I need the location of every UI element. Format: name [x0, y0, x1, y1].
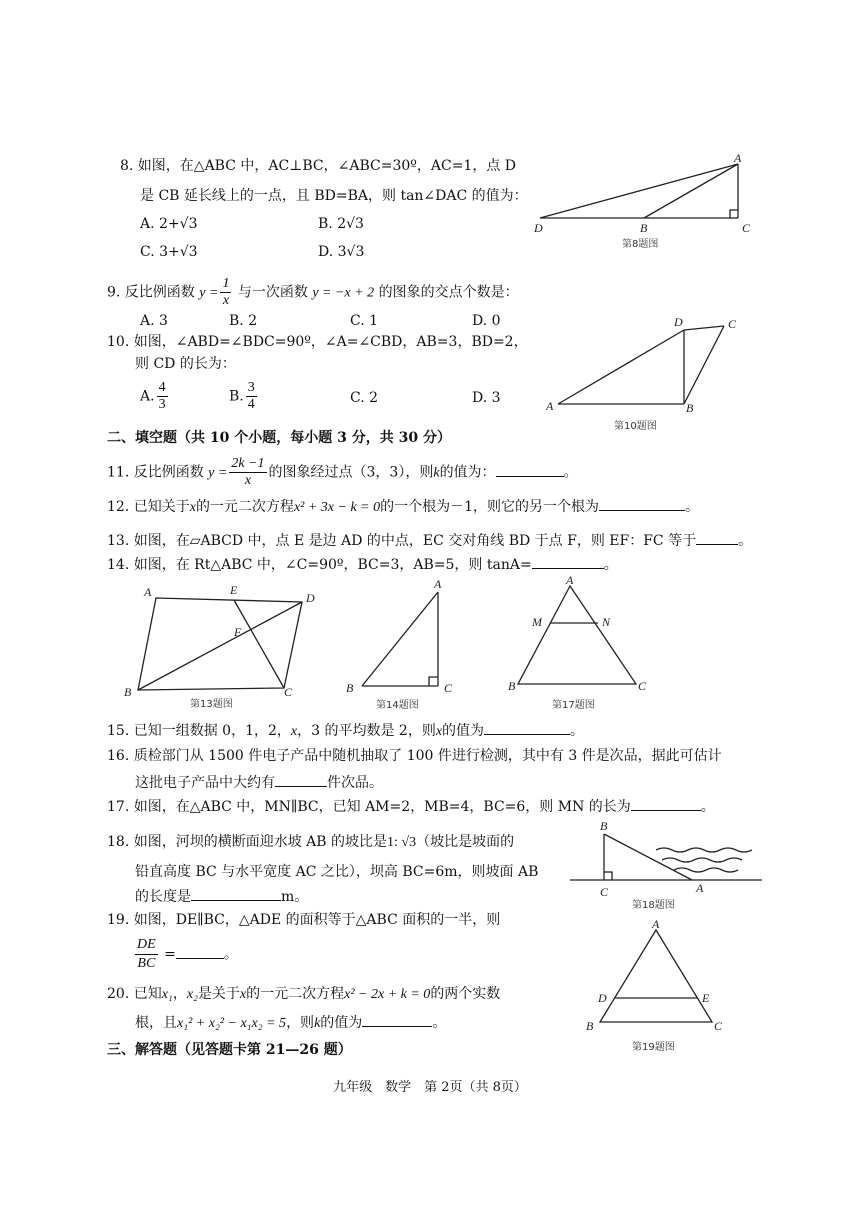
q12-end: 。 — [685, 499, 700, 515]
q10-option-d: D. 3 — [472, 390, 501, 406]
q18-line3 — [135, 886, 308, 907]
q10-option-a-prefix: A. — [140, 388, 155, 405]
q20-line2-mid: ，则 — [286, 1015, 315, 1031]
q13-text: 13. 如图，在▱ABCD 中，点 E 是边 AD 的中点，EC 交对角线 BD 于点 F，则 EF：FC 等于 — [107, 533, 697, 549]
q17-line — [107, 796, 715, 817]
q10-option-a-fraction — [157, 380, 168, 413]
q20-line1-mid: 是关于 — [197, 986, 240, 1002]
q13-answer-blank[interactable] — [696, 530, 738, 545]
q12-mid: 的一元二次方程 — [195, 499, 294, 515]
q14-label-b: B — [346, 681, 354, 695]
q12-x: x — [189, 500, 196, 515]
q18-line1-pre: 18. 如图，河坝的横断面迎水坡 AB 的坡比是 — [107, 834, 388, 850]
q19-fig-caption: 第19题图 — [632, 1042, 675, 1053]
q12-equation: x² + 3x − k = 0 — [293, 500, 381, 515]
q18-line3-post: m。 — [281, 889, 309, 905]
q9-option-a: A. 3 — [140, 313, 168, 329]
q11-frac-num: 2k −1 — [231, 456, 265, 471]
q13-end: 。 — [738, 533, 753, 549]
q17-label-n: N — [602, 615, 611, 629]
q10-fig-caption: 第10题图 — [614, 421, 657, 432]
q11-post2: 的值为： — [439, 464, 496, 481]
q13-label-f: F — [234, 625, 242, 639]
q8-label-d: D — [534, 221, 543, 235]
q11-answer-blank[interactable] — [496, 462, 564, 477]
q10-line1: 10. 如图，∠ABD=∠BDC=90º，∠A=∠CBD，AB=3，BD=2， — [107, 334, 528, 350]
q10-label-b: B — [686, 401, 694, 415]
q10-line2: 则 CD 的长为： — [135, 356, 236, 372]
q20-equation1: x² − 2x + k = 0 — [344, 987, 431, 1002]
q9-y1: y = — [199, 285, 219, 301]
q10-label-d: D — [674, 315, 683, 329]
figure-q8 — [528, 148, 758, 252]
q19-label-b: B — [586, 1019, 594, 1033]
q8-label-b: B — [640, 221, 648, 235]
q12-line — [107, 496, 699, 518]
q18-label-c: C — [600, 885, 609, 899]
q17-label-m: M — [532, 615, 542, 629]
q9-pre: 9. 反比例函数 — [107, 284, 195, 301]
q10-option-b-fraction — [246, 380, 257, 413]
q13-line — [107, 530, 752, 551]
q8-option-b: B. 2√3 — [318, 216, 364, 232]
q13-label-c: C — [284, 685, 293, 699]
q9-fraction — [220, 276, 231, 309]
q20-k: k — [314, 1016, 321, 1031]
q13-fig-caption: 第13题图 — [190, 699, 233, 710]
q20-line2-pre: 根，且 — [135, 1015, 177, 1031]
q20-comma: ， — [172, 986, 187, 1002]
q20-x1: x₁ — [161, 987, 173, 1002]
q15-mid: ，3 的平均数是 2，则 — [297, 723, 436, 739]
q19-end: 。 — [223, 946, 238, 963]
q8-fig-caption: 第8题图 — [622, 239, 659, 250]
q20-x2: x₂ — [186, 987, 198, 1002]
q9-post: 的图象的交点个数是： — [378, 284, 519, 301]
q12-post: 的一个根为－1，则它的另一个根为 — [380, 499, 600, 515]
q20-line2 — [135, 1012, 446, 1034]
figure-q10 — [538, 312, 758, 434]
q19-label-d: D — [598, 991, 607, 1005]
q14-fig-caption: 第14题图 — [376, 700, 419, 711]
q19-label-a: A — [652, 917, 660, 931]
q17-answer-blank[interactable] — [631, 796, 701, 811]
q15-pre: 15. 已知一组数据 0，1，2， — [107, 723, 291, 739]
q18-line2: 铅直高度 BC 与水平宽度 AC 之比），坝高 BC=6m，则坡面 AB — [135, 864, 539, 880]
q13-label-e: E — [230, 583, 238, 597]
q11-pre: 11. 反比例函数 — [107, 464, 204, 481]
q19-line2 — [133, 936, 238, 973]
q9-option-c: C. 1 — [350, 313, 379, 329]
q15-x: x — [290, 724, 298, 739]
q16-line1: 16. 质检部门从 1500 件电子产品中随机抽取了 100 件进行检测，其中有 3 件是次品，据此可估计 — [107, 748, 722, 764]
q8-line2: 是 CB 延长线上的一点，且 BD=BA，则 tan∠DAC 的值为： — [140, 188, 528, 204]
q18-label-a: A — [696, 881, 704, 895]
q11-fraction — [229, 456, 266, 489]
q10-option-a — [140, 380, 170, 413]
q9-frac-den: x — [222, 293, 230, 308]
q11-post1: 的图象经过点（3，3），则 — [268, 464, 434, 481]
q10-option-a-num: 4 — [158, 380, 166, 395]
q18-line1-post: （坡比是坡面的 — [416, 834, 515, 850]
q19-eq: = — [164, 946, 176, 963]
q12-answer-blank[interactable] — [599, 496, 685, 511]
q16-line2-post: 件次品。 — [327, 775, 383, 791]
q10-label-a: A — [546, 399, 554, 413]
q18-answer-blank[interactable] — [191, 886, 281, 901]
q18-line1 — [107, 832, 514, 853]
q11-line — [107, 456, 578, 489]
q9-option-d: D. 0 — [472, 313, 501, 329]
q8-label-c: C — [742, 221, 751, 235]
q9-line — [107, 276, 519, 309]
q17-fig-caption: 第17题图 — [552, 700, 595, 711]
figure-q18 — [566, 816, 766, 916]
q19-frac-num: DE — [135, 936, 158, 955]
q14-label-a: A — [434, 577, 442, 591]
q17-end: 。 — [700, 799, 715, 815]
q17-label-b: B — [508, 679, 516, 693]
q20-line1-pre: 20. 已知 — [107, 986, 162, 1002]
q15-answer-blank[interactable] — [484, 720, 570, 735]
q20-line1 — [107, 984, 500, 1005]
q19-label-c: C — [714, 1019, 723, 1033]
q10-option-b-den: 4 — [247, 397, 255, 412]
q11-frac-den: x — [244, 473, 252, 488]
q10-option-c: C. 2 — [350, 390, 379, 406]
q10-option-b-prefix: B. — [229, 388, 244, 405]
q18-fig-caption: 第18题图 — [632, 900, 675, 911]
q14-label-c: C — [444, 681, 453, 695]
figure-q19 — [584, 912, 734, 1060]
q19-frac-den: BC — [137, 956, 156, 971]
q13-label-b: B — [124, 685, 132, 699]
q15-x2: x — [435, 724, 443, 739]
q20-line2-post: 的值为 — [320, 1015, 363, 1031]
q17-text: 17. 如图，在△ABC 中，MN∥BC，已知 AM=2，MB=4，BC=6，则 MN 的长为 — [107, 799, 631, 815]
q8-line1: 8. 如图，在△ABC 中，AC⊥BC，∠ABC=30º，AC=1，点 D — [120, 158, 517, 174]
q10-option-b-num: 3 — [247, 380, 255, 395]
q17-label-a: A — [566, 576, 574, 587]
q20-x: x — [239, 987, 247, 1002]
q20-equation2: x₁² + x₂² − x₁x₂ = 5 — [177, 1016, 287, 1031]
q8-option-c: C. 3+√3 — [140, 244, 198, 260]
q18-ratio: 1: √3 — [387, 835, 417, 850]
q15-end: 。 — [570, 723, 585, 739]
page-footer: 九年级 数学 第 2页（共 8页） — [333, 1080, 527, 1095]
q12-pre: 12. 已知关于 — [107, 499, 190, 515]
q18-label-b: B — [600, 819, 608, 833]
q9-option-b: B. 2 — [229, 313, 258, 329]
q16-line2-pre: 这批电子产品中大约有 — [135, 775, 275, 791]
q11-end: 。 — [563, 464, 578, 481]
q9-mid: 与一次函数 — [237, 284, 308, 301]
q14-line — [107, 554, 618, 575]
section-3-heading: 三、解答题（见答题卡第 21—26 题） — [107, 1042, 352, 1058]
q13-label-a: A — [144, 585, 152, 599]
q20-line1-post: 的两个实数 — [430, 986, 501, 1002]
q15-line — [107, 720, 584, 742]
q19-label-e: E — [702, 991, 710, 1005]
q14-end: 。 — [603, 557, 618, 573]
q20-answer-blank[interactable] — [362, 1012, 432, 1027]
q11-y: y = — [208, 465, 228, 481]
q19-fraction — [135, 936, 158, 973]
q8-option-d: D. 3√3 — [318, 244, 365, 260]
q16-answer-blank[interactable] — [275, 772, 327, 787]
q19-line1: 19. 如图，DE∥BC，△ADE 的面积等于△ABC 面积的一半，则 — [107, 912, 501, 928]
q9-y2: y = −x + 2 — [312, 285, 375, 301]
q10-option-a-den: 3 — [158, 397, 166, 412]
q14-text: 14. 如图，在 Rt△ABC 中，∠C=90º，BC=3，AB=5，则 tanA= — [107, 557, 532, 573]
q14-answer-blank[interactable] — [532, 554, 604, 569]
q13-label-d: D — [306, 591, 315, 605]
q18-line3-pre: 的长度是 — [135, 889, 191, 905]
q11-k: k — [433, 465, 440, 481]
q20-line1-mid2: 的一元二次方程 — [246, 986, 345, 1002]
figure-q14 — [340, 576, 470, 712]
q9-frac-num: 1 — [222, 276, 230, 291]
q8-option-a: A. 2+√3 — [140, 216, 198, 232]
figure-q13 — [118, 580, 324, 712]
q15-post: 的值为 — [442, 723, 485, 739]
q10-label-c: C — [728, 317, 737, 331]
q10-option-b — [229, 380, 259, 413]
figure-q17 — [504, 576, 664, 714]
q16-line2 — [135, 772, 383, 793]
q17-label-c: C — [638, 679, 647, 693]
q20-end: 。 — [432, 1015, 447, 1031]
section-2-heading: 二、填空题（共 10 个小题，每小题 3 分，共 30 分） — [107, 430, 451, 446]
q19-answer-blank[interactable] — [176, 944, 224, 959]
q8-label-a: A — [734, 151, 742, 165]
